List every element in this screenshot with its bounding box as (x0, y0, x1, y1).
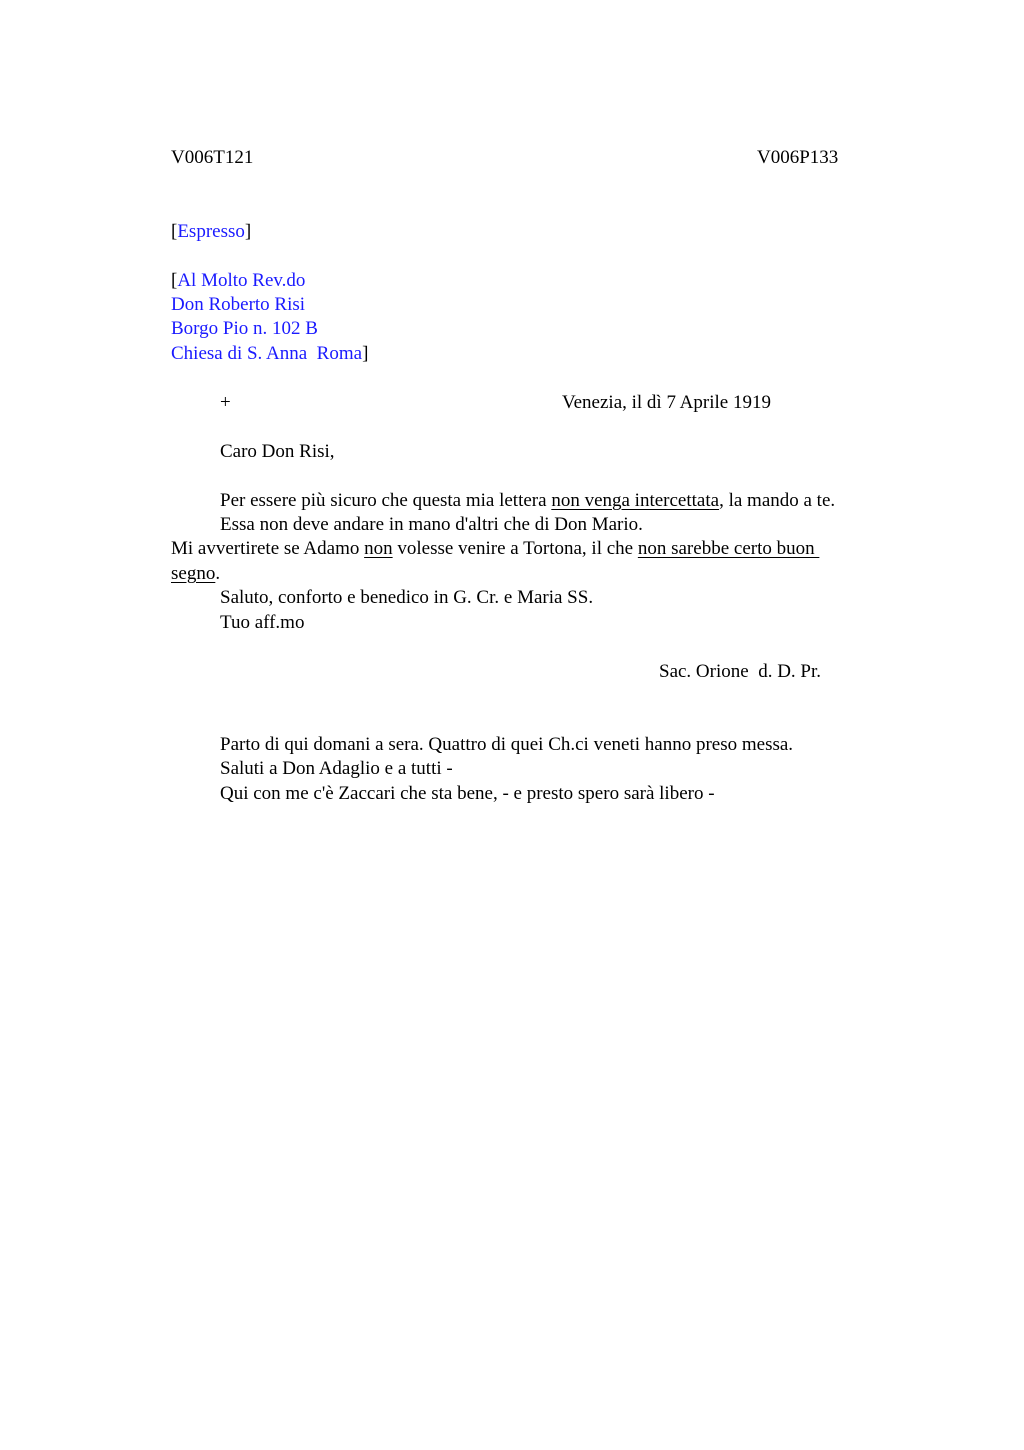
postscript-line-1: Parto di qui domani a sera. Quattro di quei Ch.ci veneti hanno preso messa. (220, 734, 794, 755)
place-date: Venezia, il dì 7 Aprile 1919 (562, 392, 771, 413)
document-code-right: V006P133 (757, 147, 839, 168)
p3-underlined-3: segno (171, 563, 216, 584)
closing: Tuo aff.mo (220, 612, 305, 633)
paragraph-4: Saluto, conforto e benedico in G. Cr. e Maria SS. (220, 587, 594, 608)
delivery-note (171, 220, 251, 244)
p1-text-before: Per essere più sicuro che questa mia lettera (220, 490, 552, 511)
p3-underlined-2: non sarebbe certo buon (637, 538, 820, 559)
paragraph-3-line-2 (171, 562, 220, 586)
address-text: Chiesa di S. Anna Roma (171, 343, 363, 364)
paragraph-3-line-1 (171, 537, 819, 561)
open-bracket: [ (171, 270, 178, 291)
paragraph-1 (220, 489, 835, 513)
address-line-3: Borgo Pio n. 102 B (171, 318, 318, 339)
postscript-line-3: Qui con me c'è Zaccari che sta bene, - e presto spero sarà libero - (220, 783, 715, 804)
p3-text-c: . (215, 563, 221, 584)
close-bracket: ] (244, 221, 252, 242)
open-bracket: [ (171, 221, 178, 242)
p3-underlined-1: non (364, 538, 393, 559)
address-line-4 (171, 342, 368, 366)
cross-symbol: + (220, 392, 231, 413)
p3-text-a: Mi avvertirete se Adamo (171, 538, 365, 559)
paragraph-2: Essa non deve andare in mano d'altri che di Don Mario. (220, 514, 643, 535)
document-code-left: V006T121 (171, 147, 254, 168)
p3-text-b: volesse venire a Tortona, il che (392, 538, 638, 559)
signature: Sac. Orione d. D. Pr. (659, 661, 822, 682)
p1-text-after: , la mando a te. (719, 490, 836, 511)
address-text: Al Molto Rev.do (177, 270, 306, 291)
close-bracket: ] (362, 343, 369, 364)
postscript-line-2: Saluti a Don Adaglio e a tutti - (220, 758, 453, 779)
salutation: Caro Don Risi, (220, 441, 335, 462)
address-line-2: Don Roberto Risi (171, 294, 306, 315)
address-line-1 (171, 269, 305, 293)
delivery-type: Espresso (177, 221, 245, 242)
p1-underlined: non venga intercettata (551, 490, 720, 511)
